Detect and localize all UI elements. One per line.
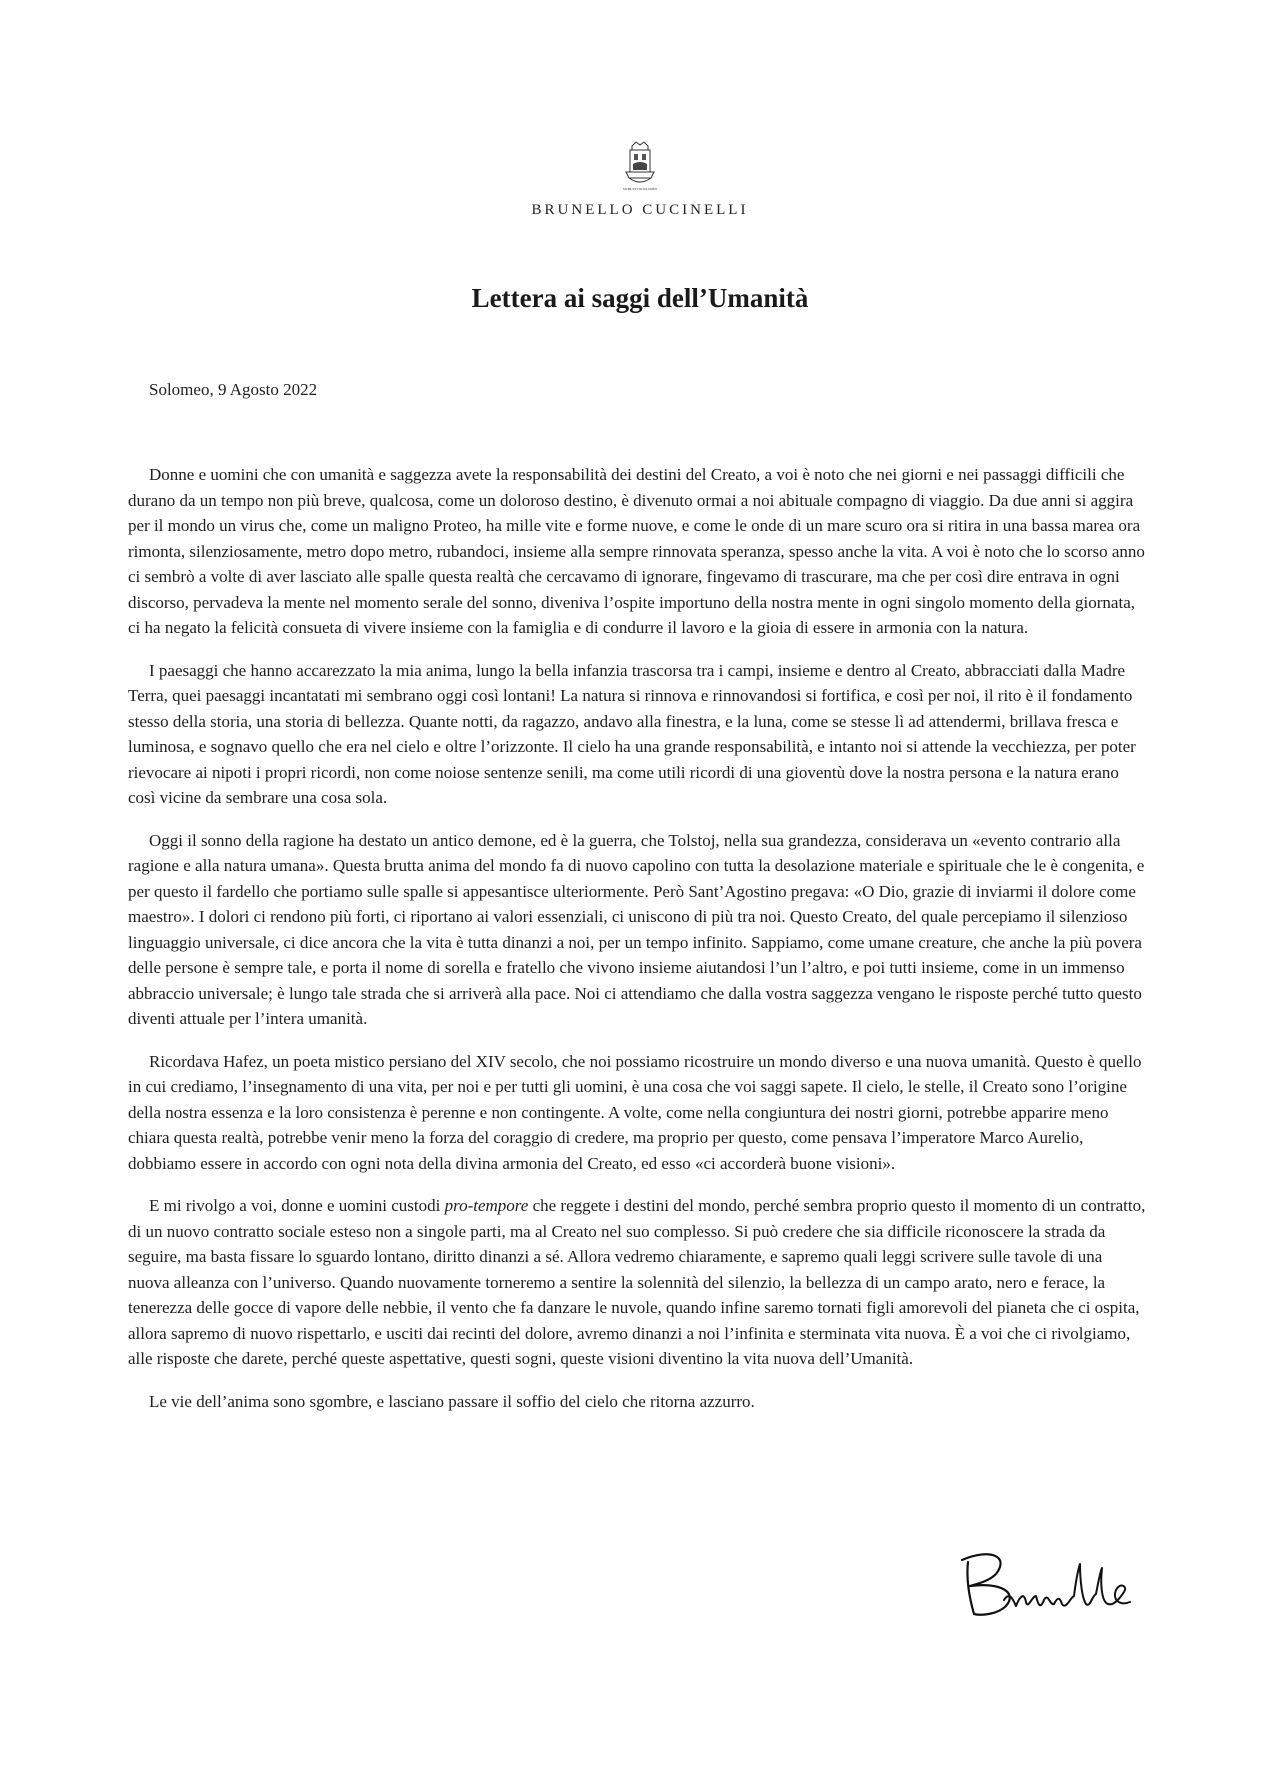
- paragraph-5: [128, 1193, 1148, 1372]
- date-line: Solomeo, 9 Agosto 2022: [149, 380, 318, 399]
- closing-line: Le vie dell’anima sono sgombre, e lasciano passare il soffio del cielo che ritorna azzurro.: [149, 1391, 755, 1411]
- paragraph-5-emphasis: pro-tempore: [444, 1196, 529, 1215]
- paragraph-5-start: E mi rivolgo a voi, donne e uomini custodi: [149, 1196, 445, 1215]
- paragraph-2: I paesaggi che hanno accarezzato la mia anima, lungo la bella infanzia trascorsa tra i campi, insieme e dentro al Creato, abbracciati dalla Madre Terra, quei paesaggi incantatati mi sembrano oggi così lontani! La natura si rinnova e rinnovandosi si fortifica, e così per noi, il rito è il fondamento stesso della storia, una storia di bellezza. Quante notti, da ragazzo, andavo alla finestra, e la luna, come se stesse lì ad attendermi, brillava fresca e luminosa, e sognavo quello che era nel cielo e oltre l’orizzonte. Il cielo ha una grande responsabilità, e intanto noi si attende la vecchiezza, per poter rievocare ai nipoti i propri ricordi, non come noiose sentenze senili, ma come utili ricordi di una gioventù dove la nostra persona e la natura erano così vicine da sembrare una cosa sola.: [128, 660, 1136, 807]
- logo-text: MCMLXXVIII SOLOMEO: [623, 187, 657, 191]
- handwritten-signature-icon: [940, 1540, 1150, 1630]
- letter-body: [128, 462, 1148, 1431]
- brunello-cucinelli-crest-icon: [620, 140, 660, 194]
- paragraph-4: Ricordava Hafez, un poeta mistico persiano del XIV secolo, che noi possiamo ricostruire un mondo diverso e una nuova umanità. Questo è quello in cui crediamo, l’insegnamento di una vita, per noi e per tutti gli uomini, è una cosa che voi saggi sapete. Il cielo, le stelle, il Creato sono l’origine della nostra essenza e la loro consistenza è perenne e non contingente. A volte, come nella congiuntura dei nostri giorni, potrebbe apparire meno chiara questa realtà, potrebbe venir meno la forza del coraggio di credere, ma proprio per questo, come pensava l’imperatore Marco Aurelio, dobbiamo essere in accordo con ogni nota della divina armonia del Creato, ed esso «ci accorderà buone visioni».: [128, 1051, 1142, 1173]
- brand-name: BRUNELLO CUCINELLI: [531, 202, 749, 218]
- letterhead: [0, 140, 1280, 219]
- paragraph-1: Donne e uomini che con umanità e saggezza avete la responsabilità dei destini del Creato, a voi è noto che nei giorni e nei passaggi difficili che durano da un tempo non più breve, qualcosa, come un doloroso destino, è divenuto ormai a noi abituale compagno di viaggio. Da due anni si aggira per il mondo un virus che, come un maligno Proteo, ha mille vite e forme nuove, e come le onde di un mare scuro ora si ritira in una bassa marea ora rimonta, silenziosamente, metro dopo metro, rubandoci, insieme alla sempre rinnovata speranza, spesso anche la vita. A voi è noto che lo scorso anno ci sembrò a volte di aver lasciato alle spalle questa realtà che cercavamo di ignorare, fingevamo di trascurare, ma che per così dire entrava in ogni discorso, pervadeva la mente nel momento serale del sonno, diveniva l’ospite importuno della nostra mente in ogni singolo momento della giornata, ci ha negato la felicità consueta di vivere insieme con la famiglia e di condurre il lavoro e la gioia di essere in armonia con la natura.: [128, 465, 1145, 637]
- letter-title: Lettera ai saggi dell’Umanità: [471, 283, 809, 313]
- paragraph-3: Oggi il sonno della ragione ha destato un antico demone, ed è la guerra, che Tolstoj, nella sua grandezza, considerava un «evento contrario alla ragione e alla natura umana». Questa brutta anima del mondo fa di nuovo capolino con tutta la desolazione materiale e spirituale che le è congenita, e per questo il fardello che portiamo sulle spalle si appesantisce ulteriormente. Però Sant’Agostino pregava: «O Dio, grazie di inviarmi il dolore come maestro». I dolori ci rendono più forti, ci riportano ai valori essenziali, ci uniscono di più tra noi. Questo Creato, del quale percepiamo il silenzioso linguaggio universale, ci dice ancora che la vita è tutta dinanzi a noi, per un tempo infinito. Sappiamo, come umane creature, che anche la più povera delle persone è sempre tale, e porta il nome di sorella e fratello che vivono insieme aiutandosi l’un l’altro, e poi tutti insieme, come in un immenso abbraccio universale; è lungo tale strada che si arriverà alla pace. Noi ci attendiamo che dalla vostra saggezza vengano le risposte perché tutto questo diventi attuale per l’intera umanità.: [128, 830, 1145, 1028]
- paragraph-5-end: che reggete i destini del mondo, perché sembra proprio questo il momento di un contratto, di un nuovo contratto sociale esteso non a singole parti, ma al Creato nel suo complesso. Si può credere che sia difficile riconoscere la strada da seguire, ma basta fissare lo sguardo lontano, diritto dinanzi a sé. Allora vedremo chiaramente, e sapremo quali leggi scrivere sulle tavole di una nuova alleanza con l’universo. Quando nuovamente torneremo a sentire la solennità del silenzio, la bellezza di un campo arato, nero e ferace, la tenerezza delle gocce di vapore delle nebbie, il vento che fa danzare le nuvole, quando infine saremo tornati figli amorevoli del pianeta che ci ospita, allora sapremo di nuovo rispettarlo, e usciti dai recinti del dolore, avremo dinanzi a noi l’infinita e sterminata vita nuova. È a voi che ci rivolgiamo, alle risposte che darete, perché queste aspettative, questi sogni, queste visioni diventino la vita nuova dell’Umanità.: [128, 1196, 1146, 1368]
